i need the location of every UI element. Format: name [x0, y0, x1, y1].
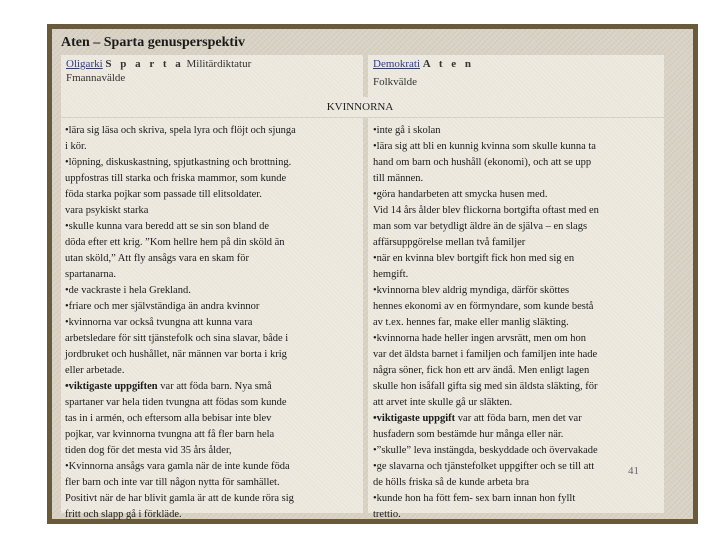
text-line: spartanarna. [65, 269, 117, 280]
sparta-label: S p a r t a [105, 58, 184, 70]
text-line: var det äldsta barnet i familjen och familjen inte hade [373, 349, 598, 360]
text-line: •ge slavarna och tjänstefolket uppgifter och se till att [373, 461, 595, 472]
text-line: utan sköld,” Att fly ansågs vara en skam för [65, 253, 249, 264]
demokrati-link[interactable]: Demokrati [373, 58, 421, 70]
text-line: •löpning, diskuskastning, spjutkastning och brottning. [65, 157, 292, 168]
text-line: •när en kvinna blev bortgift fick hon med sig en [373, 253, 575, 264]
text-line: husfadern som bestämde hur många eller när. [373, 429, 564, 440]
text-line: •lära sig läsa och skriva, spela lyra och flöjt och sjunga [65, 125, 296, 136]
text-line: pojkar, var kvinnorna tvungna att få fler barn hela [65, 429, 275, 440]
text-line: •inte gå i skolan [373, 125, 441, 136]
text-line: arbetsledare för sitt tjänstefolk och sina slavar, både i [65, 333, 289, 344]
text-line: till männen. [373, 173, 424, 184]
text-line: döda efter ett krig. ”Kom hellre hem på din sköld än [65, 237, 285, 248]
text-line: Positivt när de har blivit gamla är att de kunde röra sig [65, 493, 294, 504]
text-line: •lära sig att bli en kunnig kvinna som skulle kunna ta [373, 141, 596, 152]
aten-bullet-list [373, 123, 599, 523]
sparta-bullet-list [65, 123, 296, 523]
text-line: Vid 14 års ålder blev flickorna bortgifta oftast med en [373, 205, 599, 216]
text-line: vara psykiskt starka [65, 205, 149, 216]
slide-title: Aten – Sparta genusperspektiv [61, 35, 245, 50]
text-line: affärsuppgörelse mellan två familjer [373, 237, 526, 248]
text-line: •göra handarbeten att smycka husen med. [373, 189, 548, 200]
text-line: •skulle kunna vara beredd att se sin son bland de [65, 221, 269, 232]
text-line: fritt och slapp gå i förkläde. [65, 509, 182, 520]
text-line: uppfostras till starka och friska mammor, som kunde [65, 173, 287, 184]
text-line: man som var betydligt äldre än de själva – en slags [373, 221, 588, 232]
sparta-subheader: Fmannavälde [66, 72, 126, 84]
text-line: •de vackraste i hela Grekland. [65, 285, 191, 296]
text-line: •kvinnorna blev aldrig myndiga, därför sköttes [373, 285, 570, 296]
text-line: •viktigaste uppgiften var att föda barn. Nya små [65, 381, 272, 392]
text-line: att arvet inte skulle gå ur släkten. [373, 397, 513, 408]
oligarki-link[interactable]: Oligarki [66, 58, 103, 70]
slide-number: 41 [628, 465, 639, 477]
text-line: •viktigaste uppgift var att föda barn, men det var [373, 413, 582, 424]
text-line: de hölls friska så de kunde arbeta bra [373, 477, 529, 488]
aten-header [373, 58, 474, 70]
aten-subheader: Folkvälde [373, 76, 417, 88]
text-line: hemgift. [373, 269, 409, 280]
text-line: fler barn och inte var till någon nytta för samhället. [65, 477, 280, 488]
text-line: hennes ekonomi av en förmyndare, som kunde bestå [373, 301, 594, 312]
text-line: hand om barn och hushåll (ekonomi), och att se upp [373, 157, 592, 168]
text-line: tas in i armén, och eftersom alla bebisar inte blev [65, 413, 272, 424]
text-line: •kvinnorna hade heller ingen arvsrätt, men om hon [373, 333, 587, 344]
sparta-header [66, 58, 251, 70]
aten-label: A t e n [422, 58, 475, 70]
text-line: några söner, fick hon ett arv ändå. Men enligt lagen [373, 365, 590, 376]
text-line: •kunde hon ha fött fem- sex barn innan hon fyllt [373, 493, 576, 504]
text-line: i kör. [65, 141, 87, 152]
text-line: •”skulle” leva instängda, beskyddade och övervakade [373, 445, 598, 456]
text-line: tiden dog för det mesta vid 35 års ålder, [65, 445, 232, 456]
text-line: trettio. [373, 509, 401, 520]
text-line: spartaner var hela tiden tvungna att födas som kunde [65, 397, 287, 408]
text-line: •friare och mer självständiga än andra kvinnor [65, 301, 260, 312]
text-line: av t.ex. hennes far, make eller manlig släkting. [373, 317, 569, 328]
text-line: eller arbetade. [65, 365, 125, 376]
text-line: •kvinnorna var också tvungna att kunna vara [65, 317, 253, 328]
text-line: föda starka pojkar som passade till elitsoldater. [65, 189, 262, 200]
militardiktatur-label: Militärdiktatur [183, 58, 252, 70]
text-line: jordbruket och hushållet, när männen var borta i krig [65, 349, 287, 360]
text-line: skulle hon isåfall gifta sig med sin äldsta släkting, för [373, 381, 598, 392]
text-line: •Kvinnorna ansågs vara gamla när de inte kunde föda [65, 461, 290, 472]
section-label: KVINNORNA [326, 101, 394, 113]
